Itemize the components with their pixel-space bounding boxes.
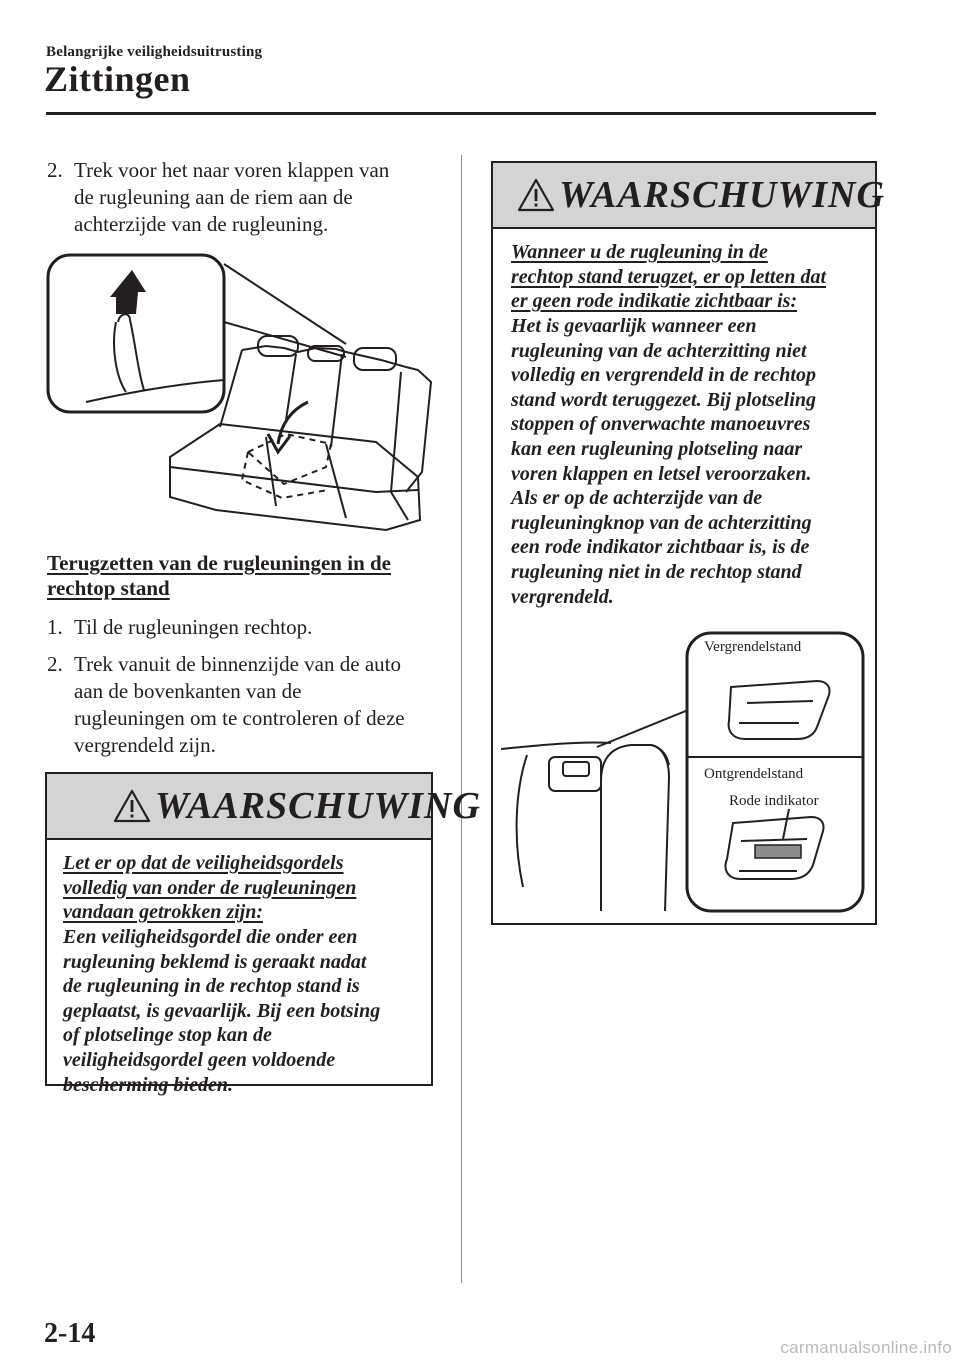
warning-body-line: Het is gevaarlijk wanneer een [511,315,757,337]
warning-header [47,774,481,840]
step-number: 1. [47,615,63,639]
step-line: rugleuningen om te controleren of deze [74,706,405,730]
warning-body-line: of plotselinge stop kan de [63,1024,272,1047]
warning-body-line: kan een rugleuning plotseling naar [511,437,803,460]
step-line: aan de bovenkanten van de [74,679,302,703]
warning-body-line: voren klappen en letsel veroorzaken. [511,462,812,485]
step-number: 2. [47,158,63,182]
warning-body-line: veiligheidsgordel geen voldoende [63,1048,336,1071]
step-line: de rugleuning aan de riem aan de [74,185,353,209]
step-check-lock [47,651,457,761]
lock-indicator-illustration [501,631,871,917]
step-fold-forward [47,157,447,241]
warning-body-line: vergrendeld. [511,585,614,608]
step-line: Trek vanuit de binnenzijde van de auto [74,652,401,676]
warning-title: WAARSCHUWING [155,785,481,827]
step-raise-backs [47,614,447,642]
warning-lead [63,851,423,925]
warning-body-line: Een veiligheidsgordel die onder een [63,926,358,948]
step-line: vergrendeld zijn. [74,733,216,757]
warning-body-line: rugleuning van de achterzitting niet [511,339,807,362]
section-label: Belangrijke veiligheidsuitrusting [46,44,263,60]
warning-lead-line: rechtop stand terugzet, er op letten dat [511,265,826,288]
warning-body-line: stoppen of onverwachte manoeuvres [511,413,811,436]
warning-title: WAARSCHUWING [559,174,885,216]
step-line: Trek voor het naar voren klappen van [74,158,390,182]
warning-lead-line: Wanneer u de rugleuning in de [511,241,768,263]
warning-body-line: bescherming bieden. [63,1073,233,1096]
warning-body-line: volledig en vergrendeld in de rechtop [511,364,816,387]
figure-label-unlocked: Ontgrendelstand [704,766,804,782]
warning-body-line: rugleuningknop van de achterzitting [511,511,812,534]
warning-body-line: stand wordt teruggezet. Bij plotseling [511,388,817,411]
page-title: Zittingen [44,59,191,99]
step-number: 2. [47,652,63,676]
seat-fold-illustration [46,252,440,542]
warning-lead [511,240,873,314]
figure-label-locked: Vergrendelstand [704,639,802,655]
header-rule [46,112,876,115]
warning-triangle-icon [113,789,151,823]
warning-lead-line: Let er op dat de veiligheidsgordels [63,852,344,874]
warning-body [511,314,873,609]
step-line: achterzijde van de rugleuning. [74,212,329,236]
column-divider [461,155,462,1283]
red-indicator-swatch [755,845,801,858]
page-number: 2-14 [44,1318,96,1349]
watermark: carmanualsonline.info [780,1338,952,1357]
warning-body-line: rugleuning beklemd is geraakt nadat [63,950,367,973]
warning-body [63,925,429,1097]
step-line: Til de rugleuningen rechtop. [74,615,313,639]
subheading-line: rechtop stand [47,576,170,600]
warning-lead-line: er geen rode indikatie zichtbaar is: [511,290,798,313]
warning-body-line: een rode indikator zichtbaar is, is de [511,536,810,559]
subheading [47,551,447,601]
warning-lead-line: volledig van onder de rugleuningen [63,876,357,899]
warning-body-line: Als er op de achterzijde van de [511,487,763,510]
warning-triangle-icon [517,178,555,212]
warning-body-line: rugleuning niet in de rechtop stand [511,560,802,583]
warning-body-line: geplaatst, is gevaarlijk. Bij een botsing [63,999,381,1022]
warning-lead-line: vandaan getrokken zijn: [63,901,264,924]
warning-body-line: de rugleuning in de rechtop stand is [63,975,360,998]
warning-header [493,163,885,229]
warning-box-red-indicator [491,161,885,925]
subheading-line: Terugzetten van de rugleuningen in de [47,551,391,575]
warning-box-seatbelt [45,772,481,1096]
figure-label-red-indicator: Rode indikator [729,793,819,809]
